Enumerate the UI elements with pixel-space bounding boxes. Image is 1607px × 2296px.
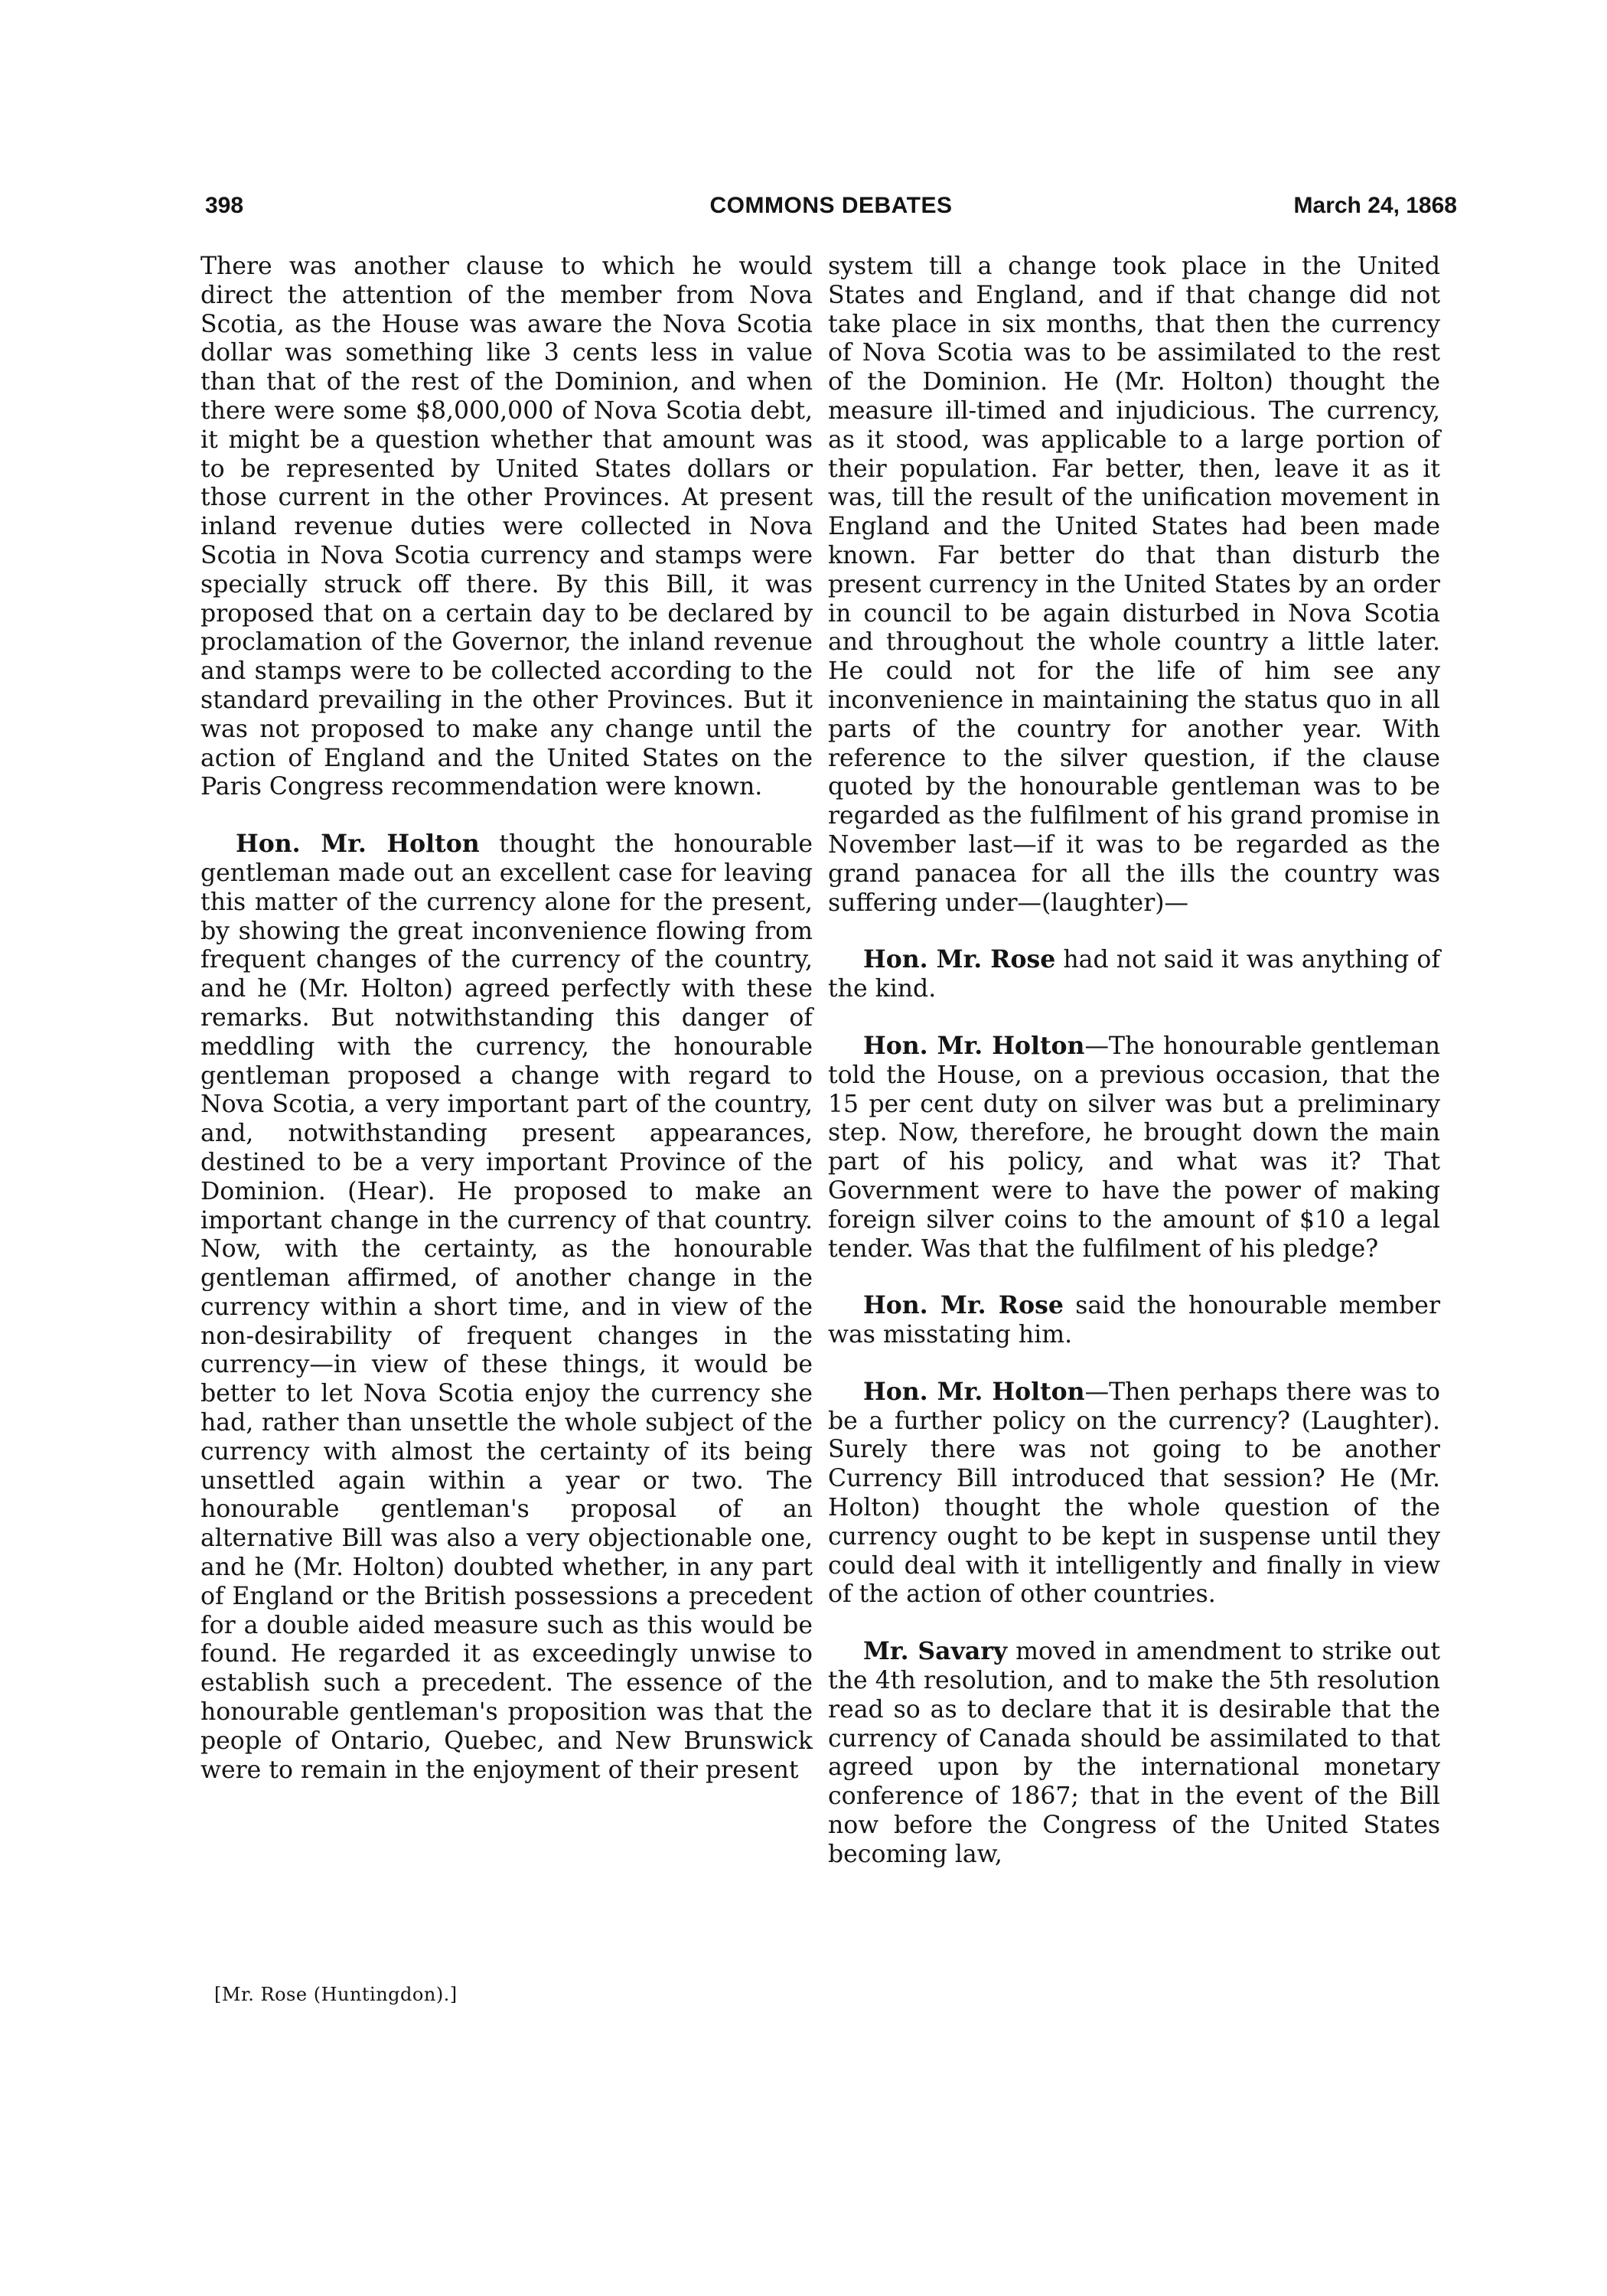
speech-holton [200, 830, 813, 1785]
running-footer: [Mr. Rose (Huntingdon).] [214, 1984, 458, 2005]
speech-text: thought the honourable gentleman made out an excellent case for leaving this matter of the currency alone for the present, by showing the great inconvenience flowing from frequent changes of the currency of the country, and he (Mr. Holton) agreed perfectly with these remarks. But notwithstanding this danger of meddling with the currency, the honourable gentleman proposed a change with regard to Nova Scotia, a very important part of the country, and, notwithstanding present appearances, destined to be a very important Province of the Dominion. (Hear). He proposed to make an important change in the currency of that country. Now, with the certainty, as the honourable gentleman affirmed, of another change in the currency within a short time, and in view of the non-desirability of frequent changes in the currency—in view of these things, it would be better to let Nova Scotia enjoy the currency she had, rather than unsettle the whole subject of the currency with almost the certainty of its being unsettled again within a year or two. The honourable gentleman's proposal of an alternative Bill was also a very objectionable one, and he (Mr. Holton) doubted whether, in any part of England or the British possessions a precedent for a double aided measure such as this would be found. He regarded it as exceedingly unwise to establish such a precedent. The essence of the honourable gentleman's proposition was that the people of Ontario, Quebec, and New Brunswick were to remain in the enjoyment of their present [200, 830, 813, 1784]
left-column [200, 253, 813, 1812]
paragraph-continued: There was another clause to which he would direct the attention of the member from Nova Scotia, as the House was aware the Nova Scotia dollar was something like 3 cents less in value than that of the rest of the Dominion, and when there were some $8,000,000 of Nova Scotia debt, it might be a question whether that amount was to be represented by United States dollars or those current in the other Provinces. At present inland revenue duties were collected in Nova Scotia in Nova Scotia currency and stamps were specially struck off there. By this Bill, it was proposed that on a certain day to be declared by proclamation of the Governor, the inland revenue and stamps were to be collected according to the standard prevailing in the other Provinces. But it was not proposed to make any change until the action of England and the United States on the Paris Congress recommendation were known. [200, 253, 813, 801]
speech-holton [828, 1378, 1440, 1609]
paragraph-continued: system till a change took place in the United States and England, and if that change did not take place in six months, that then the currency of Nova Scotia was to be assimilated to the rest of the Dominion. He (Mr. Holton) thought the measure ill-timed and injudicious. The currency, as it stood, was applicable to a large portion of their population. Far better, then, leave it as it was, till the result of the unification movement in England and the United States had been made known. Far better do that than disturb the present currency in the United States by an order in council to be again disturbed in Nova Scotia and throughout the whole country a little later. He could not for the life of him see any inconvenience in maintaining the status quo in all parts of the country for another year. With reference to the silver question, if the clause quoted by the honourable gentleman was to be regarded as the fulfilment of his grand promise in November last—if it was to be regarded as the grand panacea for all the ills the country was suffering under—(laughter)— [828, 253, 1440, 917]
speech-holton [828, 1032, 1440, 1264]
speaker-name: Hon. Mr. Rose [863, 945, 1056, 974]
speaker-name: Hon. Mr. Holton [863, 1377, 1085, 1406]
speaker-name: Hon. Mr. Rose [863, 1291, 1064, 1320]
speech-rose [828, 945, 1440, 1004]
speech-text: had not said it was anything of the kind. [828, 946, 1440, 1003]
speech-text: —The honourable gentleman told the House, on a previous occasion, that the 15 per cent duty on silver was but a preliminary step. Now, therefore, he brought down the main part of his policy, and what was it? That Government were to have the power of making foreign silver coins to the amount of $10 a legal tender. Was that the fulfilment of his pledge? [828, 1032, 1440, 1263]
page-header [205, 193, 1457, 231]
speech-rose [828, 1291, 1440, 1350]
speech-text: said the honourable member was misstating him. [828, 1292, 1440, 1349]
speech-text: moved in amendment to strike out the 4th resolution, and to make the 5th resolution read so as to declare that it is desirable that the currency of Canada should be assimilated to that agreed upon by the international monetary conference of 1867; that in the event of the Bill now before the Congress of the United States becoming law, [828, 1638, 1441, 1868]
speech-savary [828, 1637, 1440, 1869]
speaker-name: Mr. Savary [863, 1637, 1008, 1666]
speech-text: —Then perhaps there was to be a further policy on the currency? (Laughter). Surely there was not going to be another Currency Bill introduced that session? He (Mr. Holton) thought the whole question of the currency ought to be kept in suspense until they could deal with it intelligently and finally in view of the action of other countries. [828, 1378, 1440, 1609]
publication-title: COMMONS DEBATES [709, 193, 953, 218]
speaker-name: Hon. Mr. Holton [863, 1031, 1085, 1060]
page-date: March 24, 1868 [1293, 193, 1457, 218]
page-number: 398 [205, 193, 244, 218]
right-column [828, 253, 1440, 1897]
speaker-name: Hon. Mr. Holton [236, 830, 480, 859]
